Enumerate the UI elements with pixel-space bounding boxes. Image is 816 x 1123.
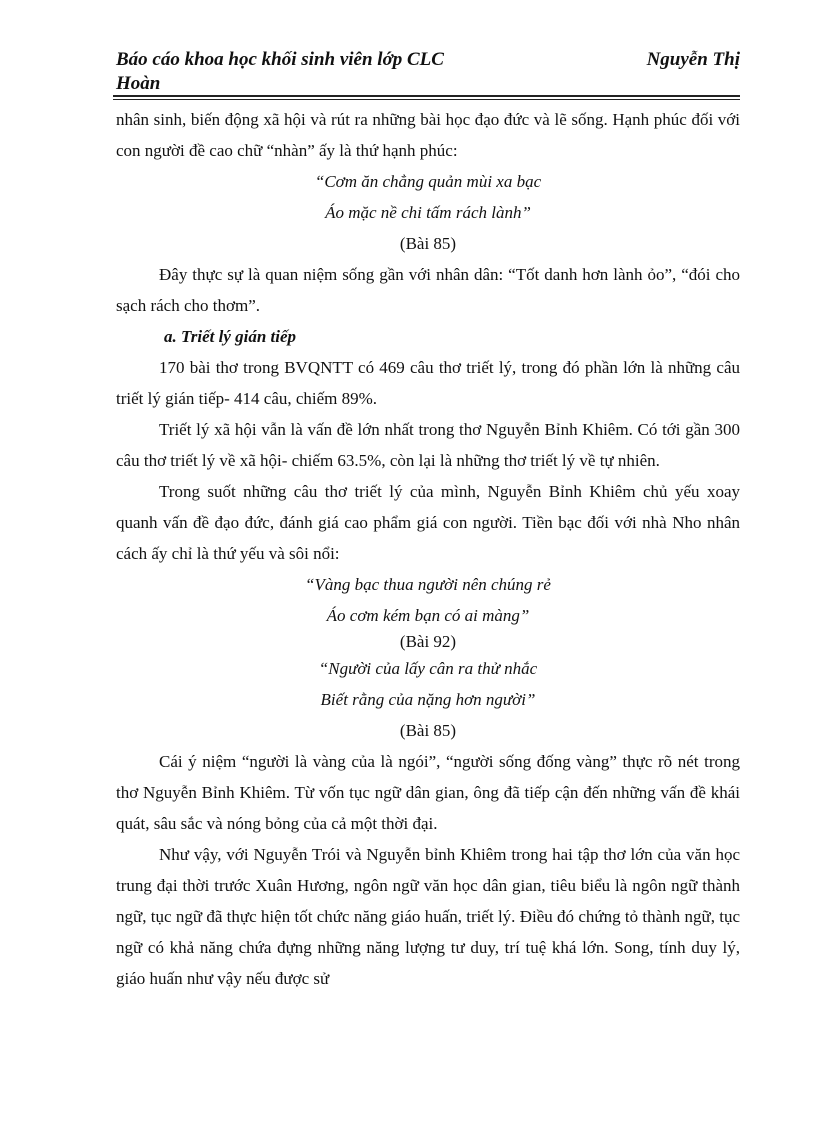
paragraph-7: Như vậy, với Nguyễn Trói và Nguyễn bỉnh Khiêm trong hai tập thơ lớn của văn học trung đại thời trước Xuân Hương, ngôn ngữ văn học dân gian, tiêu biểu là ngôn ngữ thành ngữ, tục ngữ đã thực hiện tốt chức năng giáo huấn, triết lý. Điều đó chứng tỏ thành ngữ, tục ngữ có khả năng chứa đựng những năng lượng tư duy, trí tuệ khá lớn. Song, tính duy lý, giáo huấn như vậy nếu được sử bbox=[116, 845, 740, 988]
verse-1-line-2: Áo mặc nề chi tấm rách lành” bbox=[325, 203, 531, 222]
verse-1-line-1: “Cơm ăn chẳng quản mùi xa bạc bbox=[314, 172, 542, 191]
verse-3-line-1: “Người của lấy cân ra thử nhắc bbox=[318, 659, 538, 678]
paragraph-1: nhân sinh, biến động xã hội và rút ra những bài học đạo đức và lẽ sống. Hạnh phúc đối với con người đề cao chữ “nhàn” ấy là thứ hạnh phúc: bbox=[116, 110, 740, 160]
verse-2-line-2: Áo cơm kém bạn có ai màng” bbox=[326, 606, 530, 625]
citation-1: (Bài 85) bbox=[399, 234, 457, 253]
header-rule bbox=[113, 95, 740, 100]
citation-2: (Bài 92) bbox=[399, 632, 457, 651]
paragraph-2: Đây thực sự là quan niệm sống gần với nhân dân: “Tốt danh hơn lành ỏo”, “đói cho sạch rách cho thơm”. bbox=[116, 265, 740, 315]
verse-2-line-1: “Vàng bạc thua người nên chúng rẻ bbox=[305, 575, 551, 594]
paragraph-5: Trong suốt những câu thơ triết lý của mình, Nguyễn Bỉnh Khiêm chủ yếu xoay quanh vấn đề đạo đức, đánh giá cao phẩm giá con người. Tiền bạc đối với nhà Nho nhân cách ấy chỉ là thứ yếu và sôi nổi: bbox=[116, 482, 740, 563]
paragraph-3: 170 bài thơ trong BVQNTT có 469 câu thơ triết lý, trong đó phần lớn là những câu triết lý gián tiếp- 414 câu, chiếm 89%. bbox=[116, 358, 740, 408]
section-heading-a: a. Triết lý gián tiếp bbox=[164, 327, 297, 346]
paragraph-4: Triết lý xã hội vẫn là vấn đề lớn nhất trong thơ Nguyễn Bỉnh Khiêm. Có tới gần 300 câu thơ triết lý về xã hội- chiếm 63.5%, còn lại là những thơ triết lý về tự nhiên. bbox=[116, 420, 740, 470]
document-body bbox=[116, 104, 740, 994]
header-author-continued: Hoàn bbox=[116, 73, 161, 94]
header-author: Nguyễn Thị bbox=[646, 49, 740, 70]
paragraph-6: Cái ý niệm “người là vàng của là ngói”, “người sống đống vàng” thực rõ nét trong thơ Nguyễn Bỉnh Khiêm. Từ vốn tục ngữ dân gian, ông đã tiếp cận đến những vấn đề khái quát, sâu sắc và nóng bỏng của cả một thời đại. bbox=[116, 752, 740, 833]
verse-3-line-2: Biết rằng của nặng hơn người” bbox=[320, 690, 536, 709]
citation-3: (Bài 85) bbox=[399, 721, 457, 740]
page-header bbox=[116, 48, 740, 96]
header-title: Báo cáo khoa học khối sinh viên lớp CLC bbox=[116, 49, 444, 70]
